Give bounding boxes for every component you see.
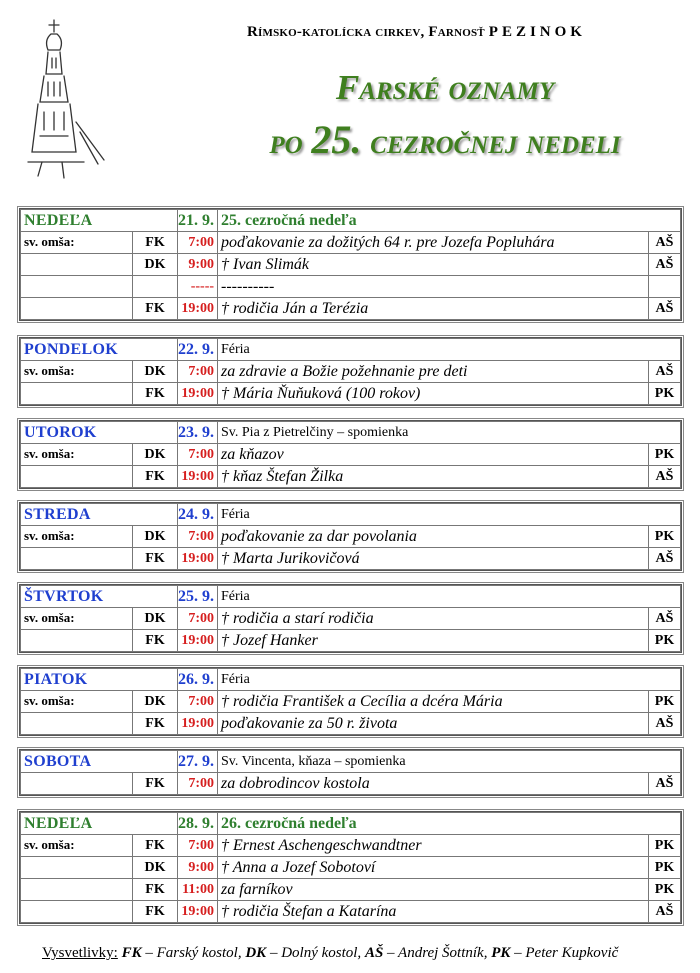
mass-label (21, 713, 133, 735)
mass-intention: † Anna a Jozef Sobotoví (218, 857, 649, 879)
mass-time: 19:00 (178, 713, 218, 735)
mass-time: 9:00 (178, 254, 218, 276)
day-table (20, 209, 681, 320)
day-block (19, 208, 682, 321)
mass-time: 19:00 (178, 466, 218, 488)
mass-label: sv. omša: (21, 361, 133, 383)
day-header-row (21, 339, 681, 361)
day-block (19, 337, 682, 406)
legend-dk-text: – Dolný kostol, (266, 945, 365, 961)
day-header-row (21, 586, 681, 608)
day-description: Féria (218, 669, 681, 691)
mass-intention: † Marta Jurikovičová (218, 548, 649, 570)
title-line2-b: cezročnej nedeli (370, 122, 621, 161)
mass-intention: † Jozef Hanker (218, 630, 649, 652)
day-description: Féria (218, 586, 681, 608)
mass-intention: poďakovanie za dar povolania (218, 526, 649, 548)
mass-label: sv. omša: (21, 232, 133, 254)
day-name: ŠTVRTOK (21, 586, 178, 608)
priest-code: PK (649, 857, 681, 879)
church-prefix: Rímsko-katolícka cirkev, Farnosť (247, 24, 485, 40)
mass-time: 7:00 (178, 444, 218, 466)
church-place: PEZINOK (488, 24, 586, 40)
day-block (19, 811, 682, 924)
church-code: DK (133, 361, 178, 383)
mass-label: sv. omša: (21, 835, 133, 857)
mass-time: 7:00 (178, 361, 218, 383)
mass-intention: † kňaz Štefan Žilka (218, 466, 649, 488)
day-header-row (21, 504, 681, 526)
mass-time: 7:00 (178, 526, 218, 548)
mass-intention: † Ivan Slimák (218, 254, 649, 276)
mass-intention: † Mária Ňuňuková (100 rokov) (218, 383, 649, 405)
mass-label (21, 879, 133, 901)
church-code: FK (133, 879, 178, 901)
day-table (20, 503, 681, 570)
mass-label: sv. omša: (21, 608, 133, 630)
day-name: PONDELOK (21, 339, 178, 361)
mass-row (21, 835, 681, 857)
day-description: Sv. Vincenta, kňaza – spomienka (218, 751, 681, 773)
mass-intention: poďakovanie za dožitých 64 r. pre Jozefa Popluhára (218, 232, 649, 254)
day-table (20, 421, 681, 488)
mass-label (21, 773, 133, 795)
mass-row (21, 526, 681, 548)
mass-intention: za dobrodincov kostola (218, 773, 649, 795)
mass-time: 19:00 (178, 298, 218, 320)
mass-time: 19:00 (178, 548, 218, 570)
day-block (19, 749, 682, 796)
day-name: UTOROK (21, 422, 178, 444)
church-code: FK (133, 713, 178, 735)
mass-intention: za zdravie a Božie požehnanie pre deti (218, 361, 649, 383)
mass-row (21, 879, 681, 901)
mass-time: 7:00 (178, 608, 218, 630)
church-code (133, 276, 178, 298)
priest-code (649, 276, 681, 298)
priest-code: AŠ (648, 713, 680, 735)
title-line2-a: po (269, 122, 303, 161)
mass-row (21, 383, 681, 405)
title-line2-number: 25. (311, 117, 362, 162)
mass-label: sv. omša: (21, 526, 133, 548)
day-date: 24. 9. (178, 504, 218, 526)
day-table (20, 812, 681, 923)
mass-row (21, 444, 681, 466)
church-code: FK (133, 901, 178, 923)
day-date: 25. 9. (178, 586, 218, 608)
church-code: FK (133, 548, 178, 570)
day-date: 22. 9. (178, 339, 218, 361)
day-header-row (21, 751, 681, 773)
mass-time: 7:00 (178, 691, 218, 713)
mass-intention: † rodičia a starí rodičia (218, 608, 649, 630)
mass-label (21, 901, 133, 923)
title-line1-text: Farské oznamy (335, 68, 555, 107)
mass-label (21, 857, 133, 879)
mass-time: 11:00 (178, 879, 218, 901)
priest-code: AŠ (649, 773, 681, 795)
church-code: DK (133, 254, 178, 276)
priest-code: AŠ (649, 901, 681, 923)
day-header-row (21, 210, 681, 232)
day-block (19, 502, 682, 571)
priest-code: AŠ (649, 232, 681, 254)
page-title-line1 (200, 68, 690, 108)
legend-fk-text: – Farský kostol, (141, 945, 246, 961)
mass-time: 7:00 (178, 232, 218, 254)
mass-time: 7:00 (178, 835, 218, 857)
priest-code: AŠ (648, 466, 680, 488)
day-date: 26. 9. (178, 669, 218, 691)
legend-label: Vysvetlivky: (42, 945, 118, 961)
priest-code: PK (648, 630, 680, 652)
mass-time: 19:00 (178, 630, 218, 652)
day-date: 23. 9. (178, 422, 218, 444)
church-code: DK (133, 857, 178, 879)
mass-row (21, 298, 681, 320)
day-header-row (21, 669, 681, 691)
day-table (20, 668, 681, 735)
legend-pk-text: – Peter Kupkovič (510, 945, 619, 961)
mass-label (21, 254, 133, 276)
mass-row (21, 232, 681, 254)
day-description: Féria (218, 339, 681, 361)
church-code: FK (133, 773, 178, 795)
parish-name (247, 24, 586, 41)
priest-code: PK (648, 444, 680, 466)
day-block (19, 667, 682, 736)
day-date: 27. 9. (178, 751, 218, 773)
day-name: PIATOK (21, 669, 178, 691)
priest-code: PK (648, 691, 680, 713)
mass-label (21, 383, 133, 405)
day-description: Sv. Pia z Pietrelčiny – spomienka (218, 422, 681, 444)
mass-intention: † rodičia František a Cecília a dcéra Mária (218, 691, 649, 713)
priest-code: AŠ (649, 254, 681, 276)
day-name: STREDA (21, 504, 178, 526)
day-name: NEDEĽA (21, 813, 178, 835)
day-table (20, 338, 681, 405)
mass-label (21, 276, 133, 298)
mass-intention: za farníkov (218, 879, 649, 901)
priest-code: AŠ (648, 361, 680, 383)
mass-label (21, 548, 133, 570)
legend-as: AŠ (364, 945, 384, 961)
mass-row (21, 608, 681, 630)
mass-row (21, 276, 681, 298)
mass-row (21, 361, 681, 383)
priest-code: PK (649, 879, 681, 901)
legend-dk: DK (245, 945, 267, 961)
mass-row (21, 466, 681, 488)
mass-row (21, 901, 681, 923)
mass-intention: † rodičia Ján a Terézia (218, 298, 649, 320)
mass-intention: ---------- (218, 276, 649, 298)
priest-code: PK (648, 526, 680, 548)
church-tower-logo (18, 12, 114, 182)
mass-row (21, 857, 681, 879)
day-description: 26. cezročná nedeľa (218, 813, 681, 835)
priest-code: PK (648, 383, 680, 405)
day-block (19, 420, 682, 489)
priest-code: AŠ (648, 548, 680, 570)
church-code: FK (133, 630, 178, 652)
mass-intention: † Ernest Aschengeschwandtner (218, 835, 649, 857)
mass-row (21, 691, 681, 713)
church-code: FK (133, 298, 178, 320)
mass-time: 19:00 (178, 383, 218, 405)
mass-intention: za kňazov (218, 444, 649, 466)
mass-time: ----- (178, 276, 218, 298)
day-name: SOBOTA (21, 751, 178, 773)
mass-row (21, 630, 681, 652)
day-description: Féria (218, 504, 681, 526)
mass-intention: † rodičia Štefan a Katarína (218, 901, 649, 923)
day-name: NEDEĽA (21, 210, 178, 232)
mass-time: 7:00 (178, 773, 218, 795)
mass-label (21, 298, 133, 320)
mass-label: sv. omša: (21, 691, 133, 713)
priest-code: AŠ (649, 298, 681, 320)
mass-row (21, 254, 681, 276)
legend-pk: PK (491, 945, 511, 961)
mass-row (21, 548, 681, 570)
church-code: DK (133, 691, 178, 713)
church-code: DK (133, 608, 178, 630)
day-table (20, 585, 681, 652)
page-title-line2 (200, 116, 690, 163)
day-description: 25. cezročná nedeľa (218, 210, 681, 232)
day-block (19, 584, 682, 653)
priest-code: AŠ (648, 608, 680, 630)
mass-row (21, 713, 681, 735)
mass-label (21, 630, 133, 652)
mass-intention: poďakovanie za 50 r. života (218, 713, 649, 735)
legend-as-text: – Andrej Šottník, (383, 945, 492, 961)
day-table (20, 750, 681, 795)
legend (42, 945, 618, 962)
priest-code: PK (649, 835, 681, 857)
church-code: DK (133, 444, 178, 466)
mass-time: 19:00 (178, 901, 218, 923)
mass-row (21, 773, 681, 795)
church-code: FK (133, 835, 178, 857)
day-date: 28. 9. (178, 813, 218, 835)
church-code: FK (133, 232, 178, 254)
day-header-row (21, 813, 681, 835)
church-code: FK (133, 383, 178, 405)
church-code: DK (133, 526, 178, 548)
mass-label (21, 466, 133, 488)
legend-fk: FK (121, 945, 142, 961)
mass-time: 9:00 (178, 857, 218, 879)
day-date: 21. 9. (178, 210, 218, 232)
mass-label: sv. omša: (21, 444, 133, 466)
day-header-row (21, 422, 681, 444)
church-code: FK (133, 466, 178, 488)
